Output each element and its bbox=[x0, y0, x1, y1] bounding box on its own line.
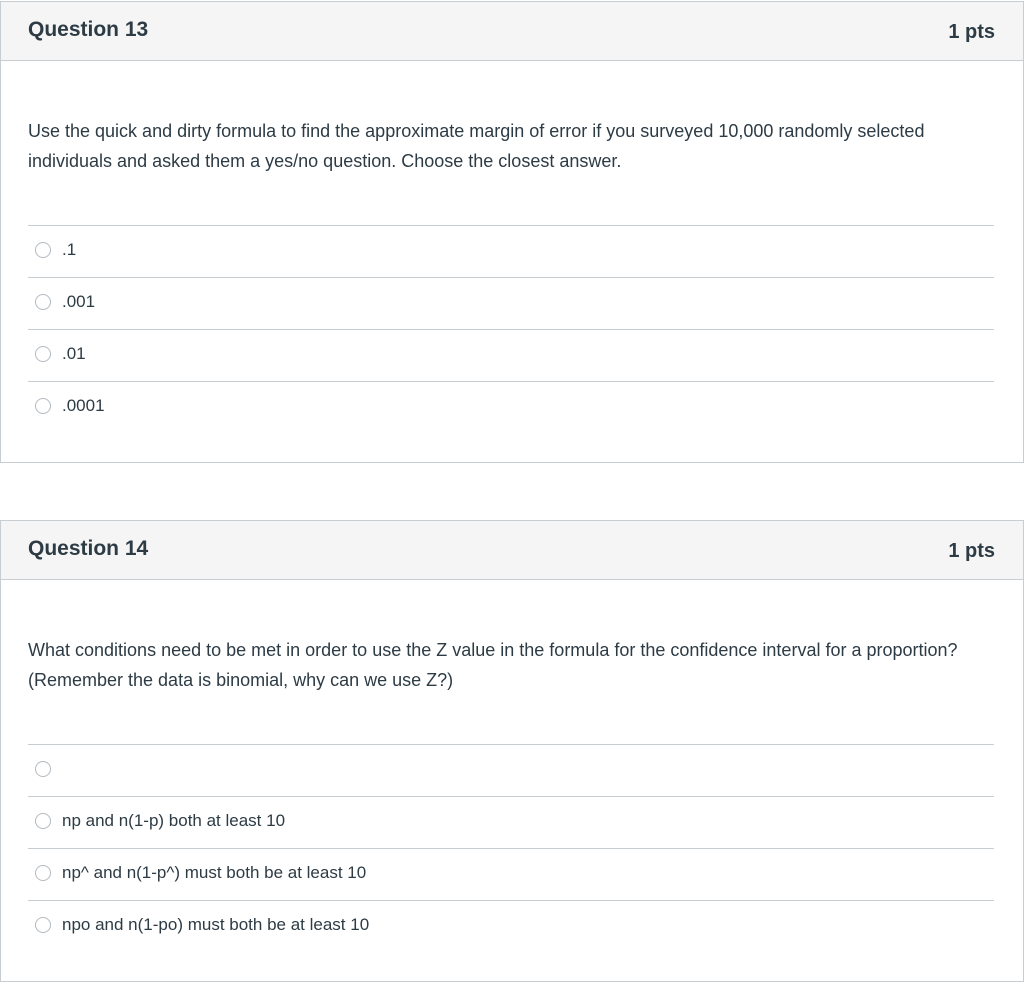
radio-button[interactable] bbox=[35, 398, 51, 414]
answer-label: .001 bbox=[62, 292, 96, 311]
answer-label: np and n(1-p) both at least 10 bbox=[62, 811, 286, 830]
question-title: Question 13 bbox=[28, 18, 149, 41]
question-title: Question 14 bbox=[28, 537, 149, 560]
answer-option[interactable] bbox=[28, 382, 994, 433]
radio-button[interactable] bbox=[35, 917, 51, 933]
question-header bbox=[1, 2, 1023, 61]
radio-button[interactable] bbox=[35, 761, 51, 777]
answer-option[interactable] bbox=[28, 278, 994, 330]
answer-label: .01 bbox=[62, 344, 86, 363]
radio-button[interactable] bbox=[35, 865, 51, 881]
answer-list bbox=[28, 744, 994, 952]
radio-button[interactable] bbox=[35, 294, 51, 310]
answer-label: .1 bbox=[62, 240, 77, 259]
question-header bbox=[1, 521, 1023, 580]
answer-label: .0001 bbox=[62, 396, 105, 415]
question-13 bbox=[0, 1, 1024, 463]
answer-option[interactable] bbox=[28, 226, 994, 278]
question-points: 1 pts bbox=[948, 540, 995, 562]
answer-option[interactable] bbox=[28, 797, 994, 849]
question-text: Use the quick and dirty formula to find the approximate margin of error if you surveyed 10,000 randomly selected individuals and asked them a yes/no question. Choose the closest answer. bbox=[28, 121, 925, 171]
answer-label: np^ and n(1-p^) must both be at least 10 bbox=[62, 863, 367, 882]
radio-button[interactable] bbox=[35, 813, 51, 829]
answer-label: npo and n(1-po) must both be at least 10 bbox=[62, 915, 370, 934]
answer-option[interactable] bbox=[28, 330, 994, 382]
question-points: 1 pts bbox=[948, 21, 995, 43]
answer-option[interactable] bbox=[28, 849, 994, 901]
radio-button[interactable] bbox=[35, 346, 51, 362]
answer-option[interactable] bbox=[28, 745, 994, 797]
question-14 bbox=[0, 520, 1024, 982]
answer-option[interactable] bbox=[28, 901, 994, 952]
answer-list bbox=[28, 225, 994, 433]
radio-button[interactable] bbox=[35, 242, 51, 258]
question-text: What conditions need to be met in order to use the Z value in the formula for the confidence interval for a proportion? (Remember the data is binomial, why can we use Z?) bbox=[28, 640, 958, 690]
